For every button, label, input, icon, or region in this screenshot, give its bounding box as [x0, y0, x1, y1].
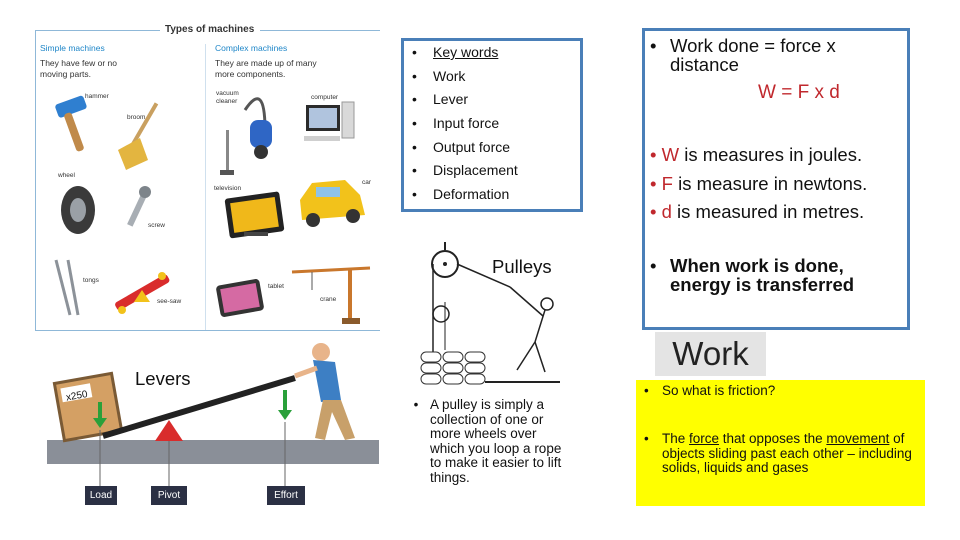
- machines-illustrations: [30, 20, 385, 340]
- ground: [47, 440, 379, 464]
- label-broom: broom: [127, 114, 146, 121]
- label-screw: screw: [148, 222, 165, 229]
- television-illustration: [224, 191, 284, 238]
- pulley-illustration: [405, 242, 565, 392]
- svg-text:x250: x250: [65, 388, 89, 404]
- label-hammer: hammer: [85, 93, 109, 100]
- tablet-illustration: [216, 278, 265, 317]
- key-word-item: • Displacement: [412, 162, 518, 179]
- person-pushing: [295, 343, 355, 440]
- label-tongs: tongs: [83, 277, 99, 284]
- unit-list: [650, 141, 867, 227]
- lever-bar: [103, 378, 295, 436]
- key-word-item: • Lever: [412, 91, 469, 108]
- see-saw-illustration: [114, 272, 170, 314]
- key-words-list: [412, 41, 518, 207]
- tongs-illustration: [56, 260, 78, 315]
- hammer-illustration: [54, 95, 87, 152]
- key-word-item: • Output force: [412, 138, 511, 155]
- label-vacuum-cleaner: vacuum cleaner: [216, 90, 239, 105]
- crane-illustration: [292, 268, 370, 324]
- complex-machines-heading: Complex machines: [215, 43, 288, 53]
- levers-title: Levers: [135, 368, 191, 389]
- load-label: Load: [85, 486, 117, 505]
- friction-box: [636, 380, 925, 506]
- friction-question: • So what is friction?: [644, 383, 776, 398]
- key-words-box: [401, 38, 583, 212]
- lever-illustration: [45, 340, 385, 490]
- pulleys-title: Pulleys: [492, 256, 552, 277]
- complex-machines-desc: They are made up of many more components.: [215, 58, 317, 79]
- key-word-item: • Deformation: [412, 186, 510, 203]
- screw-illustration: [127, 186, 151, 227]
- work-done-box: [642, 28, 910, 330]
- computer-illustration: [304, 102, 354, 141]
- simple-machines-heading: Simple machines: [40, 43, 105, 53]
- label-tablet: tablet: [268, 283, 284, 290]
- fulcrum: [155, 420, 183, 441]
- bales: [421, 352, 485, 384]
- label-see-saw: see-saw: [157, 298, 182, 305]
- key-word-item: • Input force: [412, 115, 500, 132]
- car-illustration: [300, 180, 365, 227]
- key-word-item: • Work: [412, 67, 466, 84]
- effort-label: Effort: [267, 486, 305, 505]
- label-television: television: [214, 185, 242, 192]
- types-of-machines-title: Types of machines: [165, 24, 255, 35]
- label-car: car: [362, 179, 372, 186]
- simple-machines-desc: They have few or no moving parts.: [40, 58, 118, 79]
- label-computer: computer: [311, 94, 339, 101]
- pivot-label: Pivot: [151, 486, 187, 505]
- worker-figure: [510, 287, 553, 372]
- work-formula: W = F x d: [758, 82, 840, 103]
- unit-item-d: • d is measured in metres.: [650, 201, 865, 222]
- key-words-heading: • Key words: [412, 44, 499, 60]
- friction-answer: • The force that opposes the movement of objects sliding past each other – including solids, liquids and gases: [644, 431, 912, 475]
- types-of-machines-panel: [30, 20, 385, 340]
- pulley-description: • A pulley is simply a collection of one or more wheels over which you loop a rope to make it easier to lift things.: [413, 397, 562, 485]
- label-crane: crane: [320, 296, 337, 303]
- work-title: Work: [655, 332, 766, 376]
- broom-illustration: [118, 102, 158, 170]
- unit-item-f: • F is measure in newtons.: [650, 172, 868, 194]
- unit-item-w: • W is measures in joules.: [650, 144, 863, 165]
- wheel-illustration: [61, 186, 95, 234]
- work-done-definition: • Work done = force x distance: [650, 35, 836, 75]
- energy-transfer-note: • When work is done, energy is transferred: [650, 255, 855, 295]
- label-wheel: wheel: [58, 172, 75, 179]
- vacuum-cleaner-illustration: [220, 99, 272, 175]
